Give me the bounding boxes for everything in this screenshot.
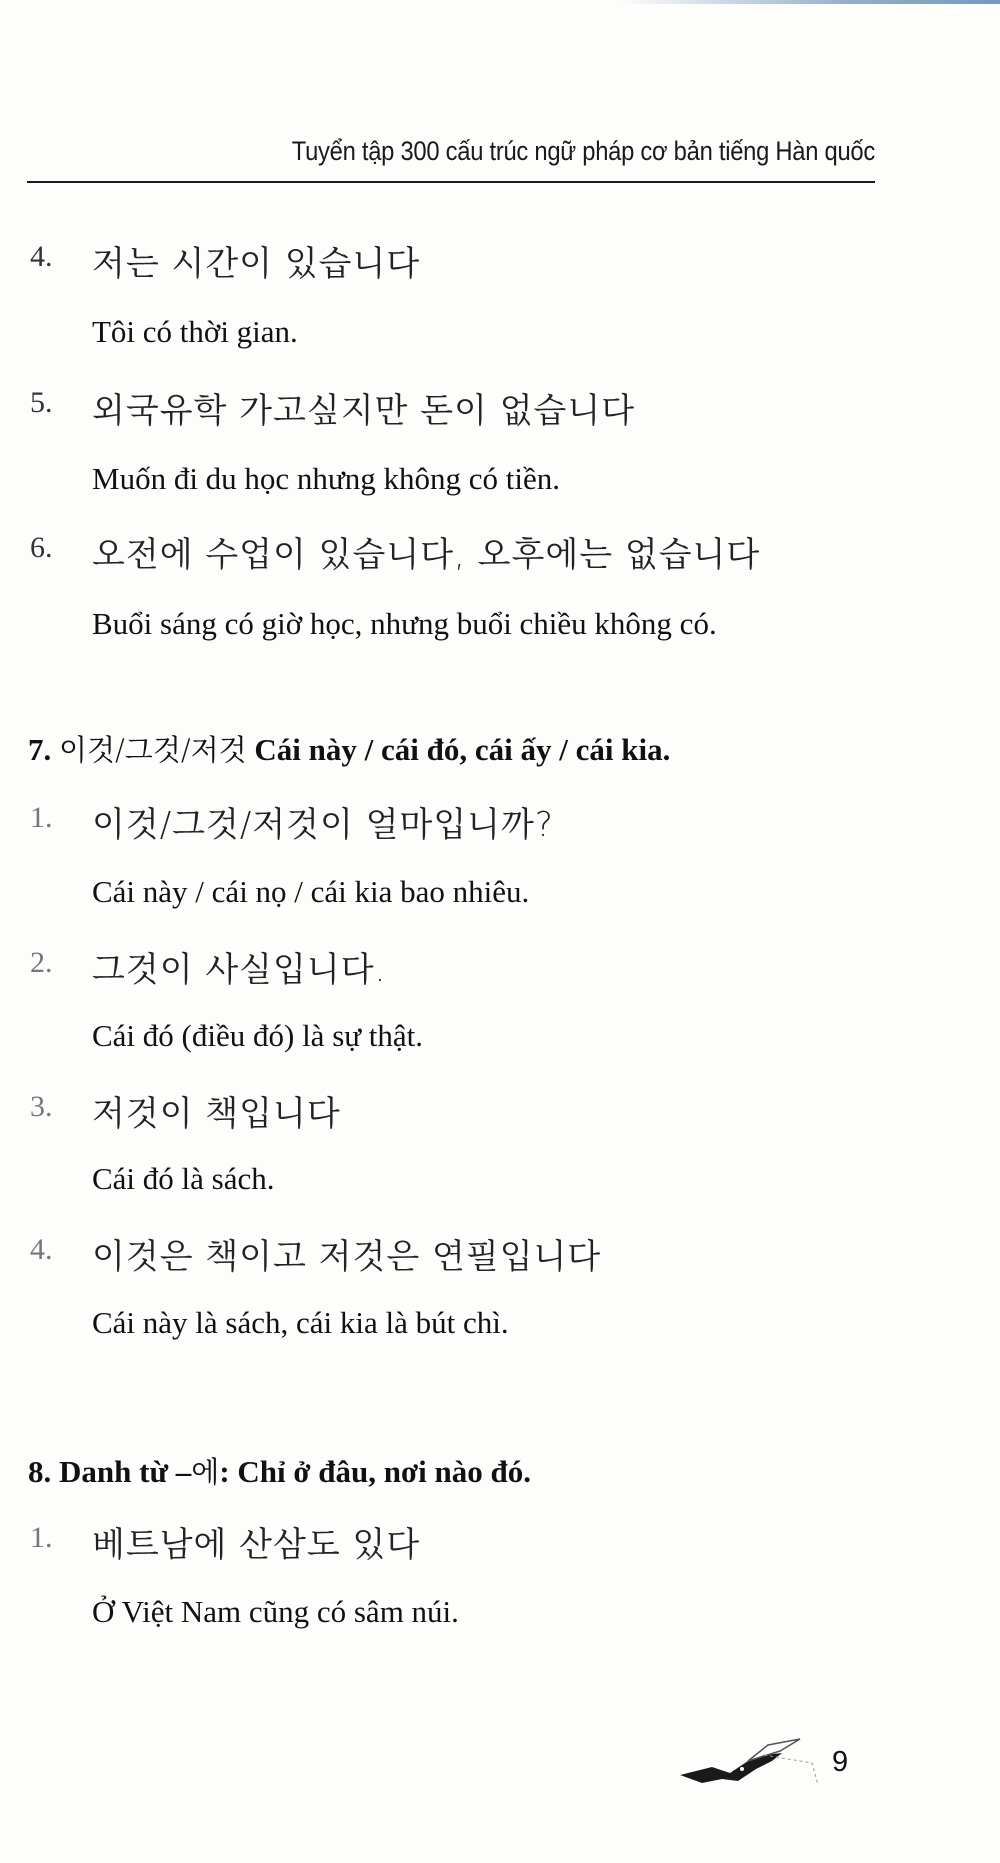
- item-number: 4.: [30, 240, 53, 273]
- section-7-heading: [28, 728, 670, 769]
- vietnamese-translation: Cái đó (điều đó) là sự thật.: [92, 1018, 424, 1053]
- item-number: 2.: [30, 946, 53, 979]
- korean-sentence: 이것은 책이고 저것은 연필입니다: [92, 1237, 602, 1277]
- item-number: 1.: [30, 1521, 53, 1554]
- bird-ornament-icon: [672, 1733, 822, 1793]
- section-8-heading: [28, 1450, 531, 1491]
- section-7-korean: 이것/그것/저것: [59, 733, 247, 767]
- item-number: 5.: [30, 386, 53, 419]
- vietnamese-translation: Tôi có thời gian.: [92, 314, 298, 349]
- item-number: 3.: [30, 1090, 53, 1123]
- korean-sentence: 그것이 사실입니다.: [92, 950, 387, 990]
- section-8-title: : Chỉ ở đâu, nơi nào đó.: [219, 1454, 532, 1489]
- korean-sentence: 이것/그것/저것이 얼마입니까?: [92, 805, 554, 845]
- korean-sentence: 오전에 수업이 있습니다, 오후에는 없습니다: [92, 535, 761, 575]
- vietnamese-translation: Buổi sáng có giờ học, nhưng buổi chiều không có.: [92, 606, 717, 641]
- vietnamese-translation: Ở Việt Nam cũng có sâm núi.: [92, 1594, 459, 1629]
- korean-sentence: 저는 시간이 있습니다: [92, 244, 421, 284]
- page-edge-shadow: [620, 0, 1000, 4]
- item-number: 4.: [30, 1233, 53, 1266]
- section-7-title: Cái này / cái đó, cái ấy / cái kia.: [254, 732, 671, 767]
- item-number: 1.: [30, 801, 53, 834]
- running-header: Tuyển tập 300 cấu trúc ngữ pháp cơ bản tiếng Hàn quốc: [291, 136, 875, 166]
- korean-sentence: 저것이 책입니다: [92, 1094, 341, 1134]
- item-number: 6.: [30, 531, 53, 564]
- header-rule: [27, 181, 875, 183]
- page-number: 9: [832, 1746, 849, 1778]
- section-8-korean: 에: [191, 1455, 220, 1489]
- vietnamese-translation: Cái này là sách, cái kia là bút chì.: [92, 1305, 509, 1340]
- section-8-number: 8.: [28, 1454, 52, 1489]
- vietnamese-translation: Cái đó là sách.: [92, 1161, 275, 1196]
- vietnamese-translation: Cái này / cái nọ / cái kia bao nhiêu.: [92, 874, 530, 909]
- korean-sentence: 베트남에 산삼도 있다: [92, 1525, 421, 1565]
- korean-sentence: 외국유학 가고싶지만 돈이 없습니다: [92, 391, 636, 431]
- vietnamese-translation: Muốn đi du học nhưng không có tiền.: [92, 461, 560, 496]
- section-8-prefix: Danh từ –: [59, 1454, 192, 1489]
- section-7-number: 7.: [28, 732, 52, 767]
